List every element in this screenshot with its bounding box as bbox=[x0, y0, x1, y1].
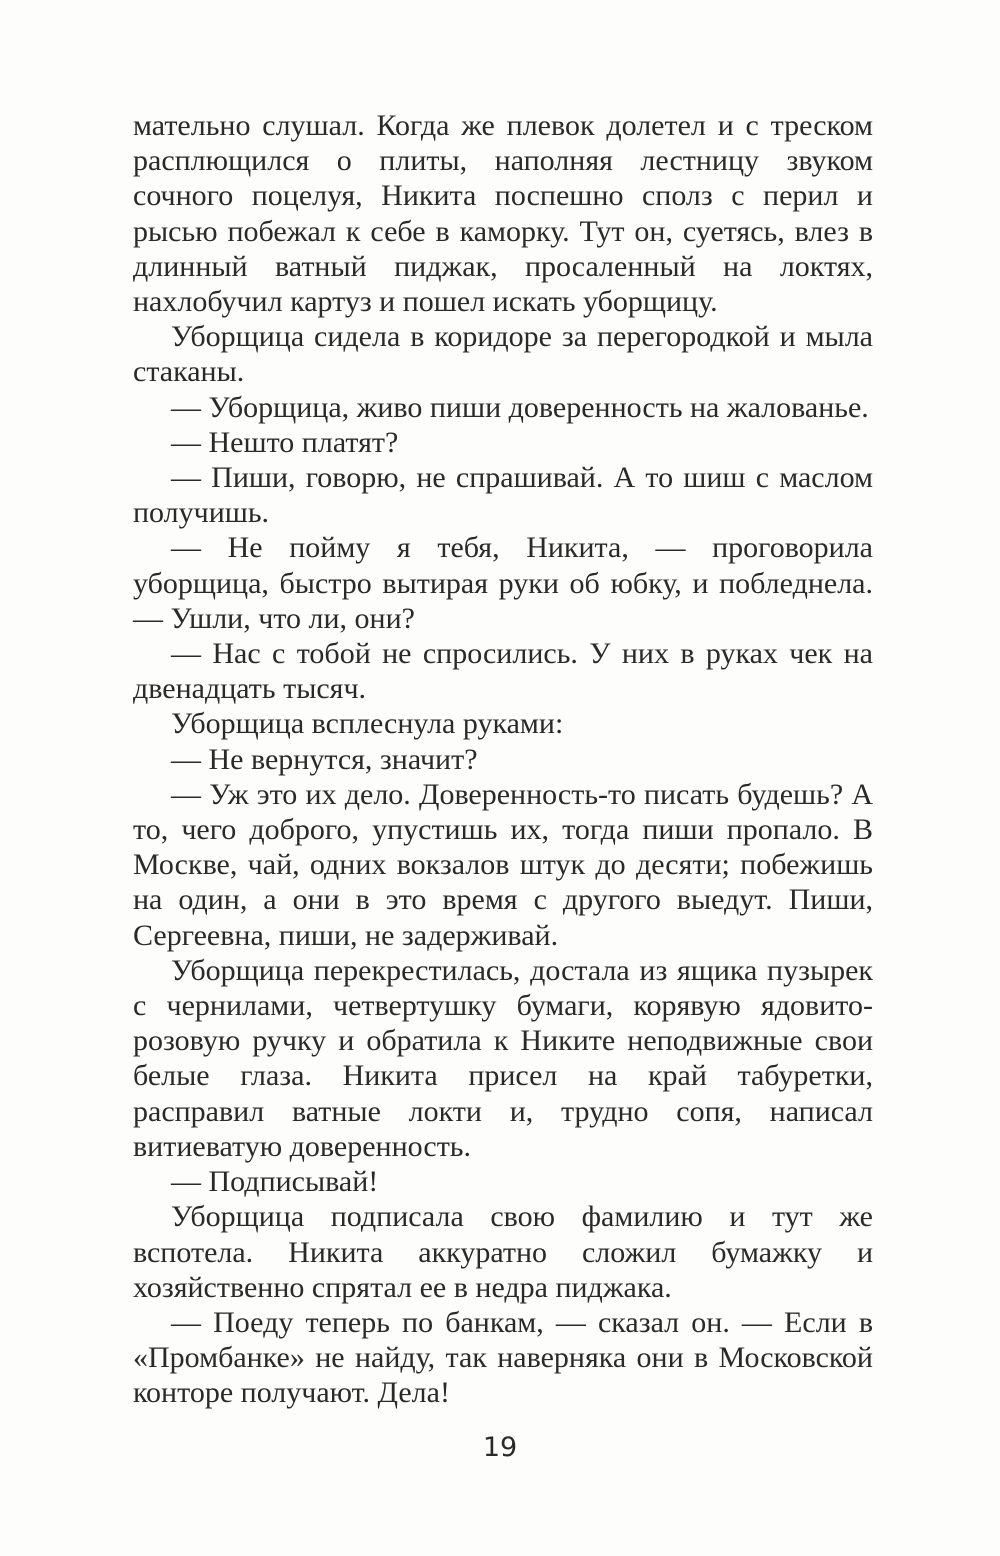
paragraph: — Подписывай! bbox=[171, 1165, 379, 1199]
paragraph: — Уборщица, живо пиши доверенность на жалованье. bbox=[171, 390, 869, 424]
paragraph: мательно слушал. Когда же плевок долетел и с треском расплющился о плиты, наполняя лестницу звуком сочного поцелуя, Никита поспешно сполз с перил и рысью побежал к себе в каморку. Тут он, суетясь, влез в длинный ватный пиджак, просаленный на локтях, нахлобучил картуз и пошел искать уборщицу. bbox=[133, 109, 873, 319]
paragraph: — Нешто платят? bbox=[171, 425, 399, 459]
paragraph: Уборщица сидела в коридоре за перегородкой и мыла стаканы. bbox=[133, 320, 873, 389]
paragraph: — Не вернутся, значит? bbox=[171, 742, 478, 776]
page-number: 19 bbox=[482, 1432, 518, 1463]
paragraph: — Поеду теперь по банкам, — сказал он. — Если в «Промбанке» не найду, так наверняка они в Московской конторе получают. Дела! bbox=[133, 1305, 873, 1410]
body-text bbox=[133, 108, 873, 1411]
paragraph: Уборщица подписала свою фамилию и тут же вспотела. Никита аккуратно сложил бумажку и хозяйственно спрятал ее в недра пиджака. bbox=[133, 1200, 873, 1304]
paragraph: — Уж это их дело. Доверенность-то писать будешь? А то, чего доброго, упустишь их, тогда пиши пропало. В Москве, чай, одних вокзалов штук до десяти; побежишь на один, а они в это время с другого выедут. Пиши, Сергеевна, пиши, не задерживай. bbox=[133, 777, 873, 952]
paragraph: Уборщица всплеснула руками: bbox=[171, 707, 564, 741]
paragraph: — Нас с тобой не спросились. У них в руках чек на двенадцать тысяч. bbox=[133, 637, 873, 706]
paragraph: Уборщица перекрестилась, достала из ящика пузырек с чернилами, четвертушку бумаги, корявую ядовито-розовую ручку и обратила к Никите неподвижные свои белые глаза. Никита присел на край табуретки, расправил ватные локти и, трудно сопя, написал витиеватую доверенность. bbox=[133, 953, 873, 1163]
paragraph: — Не пойму я тебя, Никита, — проговорила уборщица, быстро вытирая руки об юбку, и побледнела. — Ушли, что ли, они? bbox=[133, 531, 873, 635]
paragraph: — Пиши, говорю, не спрашивай. А то шиш с маслом получишь. bbox=[133, 461, 873, 530]
